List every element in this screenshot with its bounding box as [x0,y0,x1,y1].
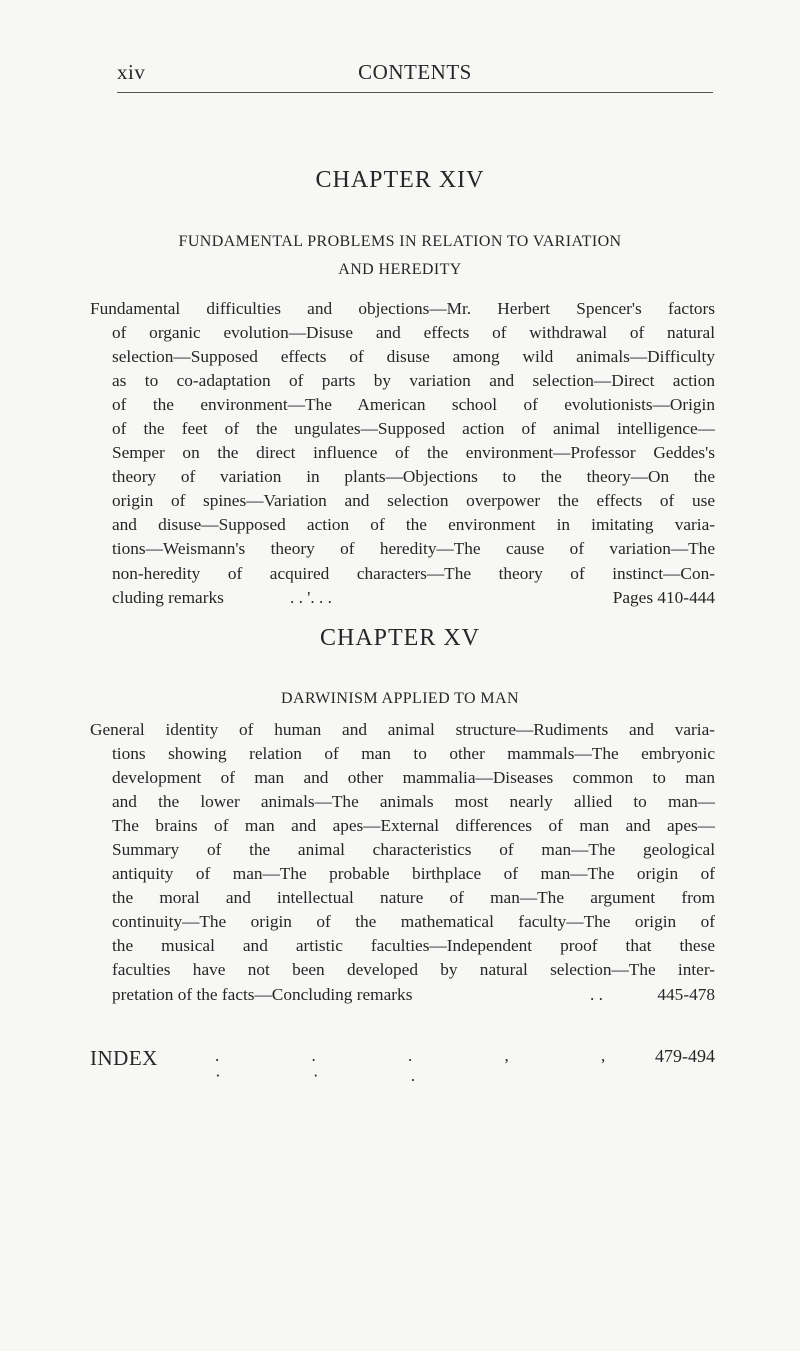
index-label: INDEX [90,1046,158,1070]
summary-line: tions showing relation of man to other mammals—The embryonic [112,744,715,764]
chapter-xv-summary [90,718,715,1007]
summary-line: Fundamental difficulties and objections—Mr. Herbert Spencer's factors [90,299,715,318]
summary-line: the moral and intellectual nature of man—The argument from [112,888,715,908]
page-range: Pages 410-444 [612,587,715,607]
summary-line: Summary of the animal characteristics of man—The geological [112,840,715,860]
page-number: xiv [117,60,146,84]
chapter-xv-title: CHAPTER XV [319,625,480,651]
summary-line: General identity of human and animal structure—Rudiments and varia- [90,720,715,739]
summary-line: non-heredity of acquired characters—The theory of instinct—Con- [112,563,715,583]
summary-line: of organic evolution—Disuse and effects of withdrawal of natural [112,323,715,343]
chapter-xiv-summary [90,297,715,610]
summary-last-line [90,983,715,1007]
chapter-xiv-title: CHAPTER XIV [315,167,485,193]
chapter-xiv-subtitle-line-2: AND HEREDITY [338,261,462,278]
leader-dots: . . '. . . [290,587,332,607]
summary-last-text: pretation of the facts—Concluding remarks [112,984,413,1004]
summary-line: selection—Supposed effects of disuse among wild animals—Difficulty [112,347,715,367]
summary-line: of the environment—The American school of evolutionists—Origin [112,395,715,415]
leader-dots: . . [590,984,603,1004]
summary-line: the musical and artistic faculties—Independent proof that these [112,936,715,956]
summary-line: antiquity of man—The probable birthplace of man—The origin of [112,864,715,884]
chapter-xv-subtitle: DARWINISM APPLIED TO MAN [281,690,519,707]
summary-line: Semper on the direct influence of the environment—Professor Geddes's [112,443,715,463]
summary-line: of the feet of the ungulates—Supposed action of animal intelligence— [112,419,715,439]
leader-dots: . . . , , · · . [215,1046,650,1085]
summary-line: and the lower animals—The animals most nearly allied to man— [112,792,715,812]
summary-line: and disuse—Supposed action of the environment in imitating varia- [112,515,715,535]
running-head [117,60,713,92]
summary-line: origin of spines—Variation and selection overpower the effects of use [112,491,715,511]
summary-line: development of man and other mammalia—Diseases common to man [112,768,715,788]
page-range: 445-478 [657,984,715,1004]
summary-line: continuity—The origin of the mathematical faculty—The origin of [112,912,715,932]
header-rule [117,92,713,93]
summary-last-text: cluding remarks [112,587,224,607]
summary-last-line [90,586,715,610]
summary-line: The brains of man and apes—External differences of man and apes— [112,816,715,836]
running-title: CONTENTS [358,60,472,84]
summary-line: theory of variation in plants—Objections to the theory—On the [112,467,715,487]
summary-line: tions—Weismann's theory of heredity—The cause of variation—The [112,539,715,559]
chapter-xiv-subtitle-line-1: FUNDAMENTAL PROBLEMS IN RELATION TO VARIATION [178,233,622,250]
summary-line: as to co-adaptation of parts by variation and selection—Direct action [112,371,715,391]
summary-line: faculties have not been developed by natural selection—The inter- [112,960,715,980]
page-range: 479-494 [655,1046,715,1066]
index-entry [90,1046,715,1085]
